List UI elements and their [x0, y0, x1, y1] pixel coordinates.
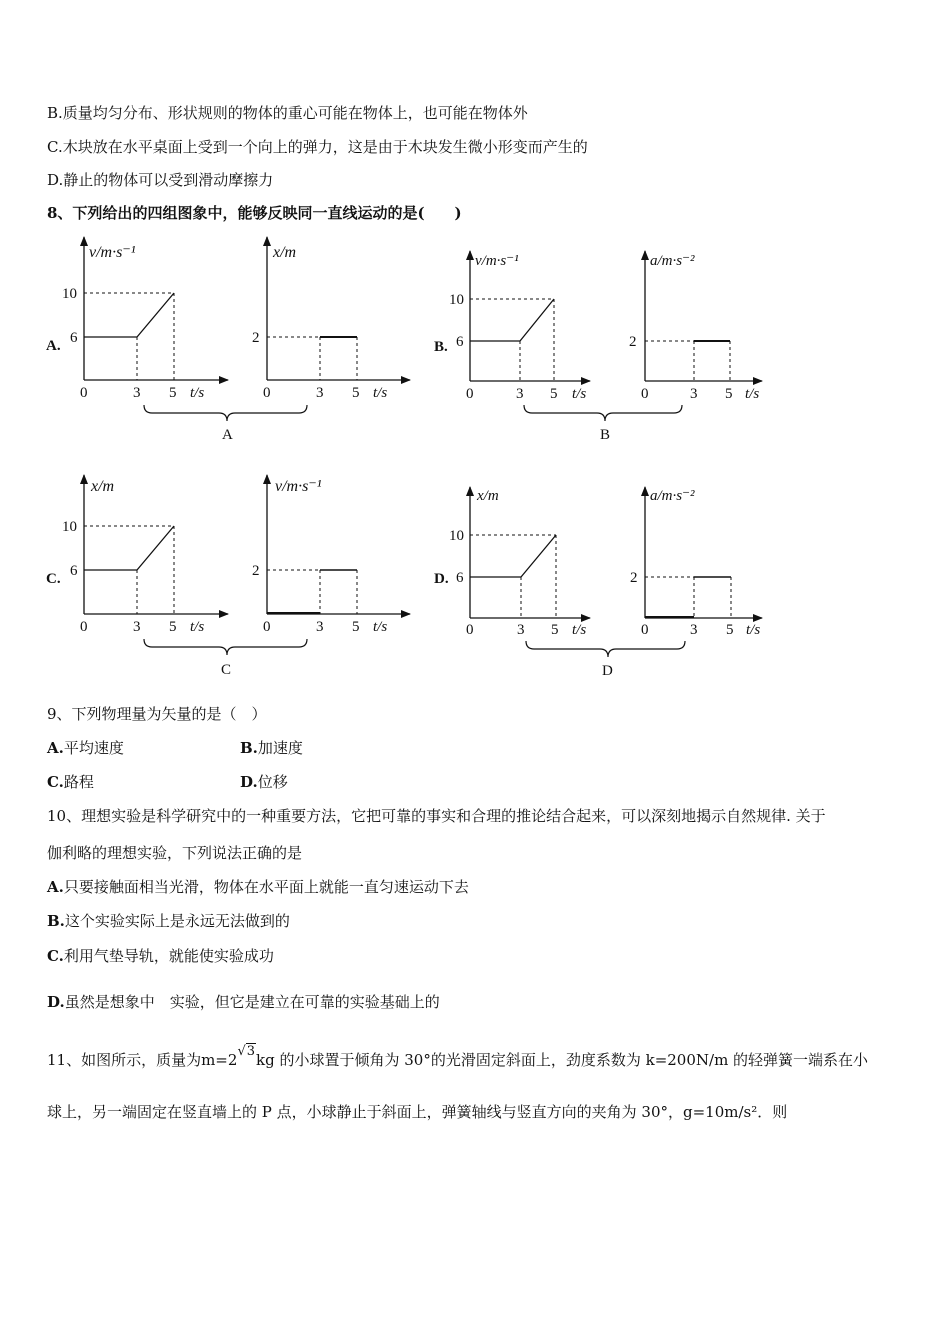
- group-c-left-ylabel: x/m: [91, 478, 115, 495]
- group-a-left-xtick-5: 5: [169, 385, 177, 401]
- group-c-right-xtick-3: 3: [316, 619, 324, 635]
- group-b-left-ylabel: v/m·s⁻¹: [475, 253, 519, 269]
- group-d-left-ytick-6: 6: [456, 570, 464, 586]
- group-b-right-ytick-2: 2: [629, 334, 637, 350]
- group-c-left-plot-line: [84, 526, 174, 570]
- q8-graphs-figure: [0, 225, 950, 685]
- group-b-left-xtick-0: 0: [466, 386, 474, 402]
- group-d-right-xtick-0: 0: [641, 622, 649, 638]
- q11-stem-line2: 球上，另一端固定在竖直墙上的 P 点，小球静止于斜面上，弹簧轴线与竖直方向的夹角为 30°，g=10m/s²．则: [47, 1103, 788, 1121]
- group-b-left-ytick-6: 6: [456, 334, 464, 350]
- group-c-right-ytick-2: 2: [252, 563, 260, 579]
- group-c-left-xtick-5: 5: [169, 619, 177, 635]
- group-a-right-xtick-0: 0: [263, 385, 271, 401]
- group-d-left-xtick-0: 0: [466, 622, 474, 638]
- group-d-left-graph: [449, 487, 590, 638]
- q11-pre-text: 11、如图所示，质量为m=2: [47, 1051, 238, 1069]
- q8-stem: 8、下列给出的四组图象中，能够反映同一直线运动的是( ): [47, 204, 462, 222]
- group-a-right-ylabel: x/m: [273, 244, 297, 261]
- group-a-left-graph: [62, 237, 228, 401]
- group-b: [434, 251, 762, 443]
- group-a-label: A: [222, 427, 233, 443]
- group-c-right-graph: [252, 475, 410, 635]
- group-d-left-xtick-3: 3: [517, 622, 525, 638]
- q9-option-d: D.位移: [240, 773, 288, 791]
- q11-post-text: kg 的小球置于倾角为 30°的光滑固定斜面上，劲度系数为 k=200N/m 的轻弹簧一端系在小: [256, 1051, 869, 1069]
- q7-option-c: C.木块放在水平桌面上受到一个向上的弹力，这是由于木块发生微小形变而产生的: [47, 138, 588, 156]
- group-b-left-xlabel: t/s: [572, 386, 587, 402]
- group-c-brace: [144, 639, 307, 655]
- group-a-right-ytick-2: 2: [252, 330, 260, 346]
- group-b-right-ylabel: a/m·s⁻²: [650, 253, 695, 269]
- group-b-label: B: [600, 427, 611, 443]
- group-d-left-ylabel: x/m: [477, 488, 499, 504]
- group-a-right-xlabel: t/s: [373, 385, 388, 401]
- group-b-option-label: B.: [434, 339, 448, 355]
- group-a-left-xtick-3: 3: [133, 385, 141, 401]
- group-c-option-label: C.: [46, 571, 61, 587]
- group-b-brace: [524, 405, 682, 421]
- group-a-option-label: A.: [46, 338, 61, 354]
- group-a-left-plot-line: [84, 293, 174, 337]
- group-d-right-xtick-3: 3: [690, 622, 698, 638]
- group-d-left-xtick-5: 5: [551, 622, 559, 638]
- group-d-right-xtick-5: 5: [726, 622, 734, 638]
- group-c-right-xlabel: t/s: [373, 619, 388, 635]
- group-a-left-ylabel: v/m·s⁻¹: [89, 244, 136, 261]
- group-d-option-label: D.: [434, 571, 449, 587]
- group-a-right-xtick-5: 5: [352, 385, 360, 401]
- group-c-left-xlabel: t/s: [190, 619, 205, 635]
- group-d-right-graph: [630, 487, 762, 638]
- group-a-brace: [144, 405, 307, 421]
- group-a-left-xtick-0: 0: [80, 385, 88, 401]
- group-d-left-plot-line: [470, 535, 556, 577]
- group-b-right-xlabel: t/s: [745, 386, 760, 402]
- group-d-right-xlabel: t/s: [746, 622, 761, 638]
- group-a-left-xlabel: t/s: [190, 385, 205, 401]
- group-b-left-plot-line: [470, 299, 554, 341]
- group-d: [434, 487, 762, 679]
- q10-option-c: C.利用气垫导轨，就能使实验成功: [47, 947, 274, 965]
- group-b-left-ytick-10: 10: [449, 292, 464, 308]
- group-c-right-xtick-0: 0: [263, 619, 271, 635]
- q10-option-a: A.只要接触面相当光滑，物体在水平面上就能一直匀速运动下去: [47, 878, 469, 896]
- group-d-left-ytick-10: 10: [449, 528, 464, 544]
- group-b-right-xtick-0: 0: [641, 386, 649, 402]
- q7-option-b: B.质量均匀分布、形状规则的物体的重心可能在物体上，也可能在物体外: [47, 104, 528, 122]
- group-a-left-ytick-10: 10: [62, 286, 77, 302]
- q10-stem-line2: 伽利略的理想实验，下列说法正确的是: [47, 844, 303, 862]
- group-b-left-xtick-3: 3: [516, 386, 524, 402]
- sqrt-expression: √3: [237, 1044, 256, 1059]
- group-c-left-xtick-3: 3: [133, 619, 141, 635]
- q9-stem: 9、下列物理量为矢量的是（ ）: [47, 705, 267, 723]
- group-d-right-ytick-2: 2: [630, 570, 638, 586]
- group-c-label: C: [221, 662, 232, 678]
- group-a: [46, 237, 410, 443]
- q10-option-b: B.这个实验实际上是永远无法做到的: [47, 912, 290, 930]
- group-d-right-ylabel: a/m·s⁻²: [650, 488, 695, 504]
- group-c-left-graph: [62, 475, 228, 635]
- group-b-right-graph: [629, 251, 762, 402]
- group-a-left-ytick-6: 6: [70, 330, 78, 346]
- q11-stem-line1: [47, 1044, 869, 1070]
- group-c-right-xtick-5: 5: [352, 619, 360, 635]
- group-b-left-graph: [449, 251, 590, 402]
- group-c-left-ytick-6: 6: [70, 563, 78, 579]
- group-c-left-ytick-10: 10: [62, 519, 77, 535]
- group-b-left-xtick-5: 5: [550, 386, 558, 402]
- group-c-left-xtick-0: 0: [80, 619, 88, 635]
- group-c: [46, 475, 410, 678]
- group-b-right-xtick-3: 3: [690, 386, 698, 402]
- group-c-right-ylabel: v/m·s⁻¹: [275, 478, 322, 495]
- q7-option-d: D.静止的物体可以受到滑动摩擦力: [47, 171, 274, 189]
- q9-option-b: B.加速度: [240, 739, 303, 757]
- group-d-brace: [526, 641, 685, 657]
- group-a-right-graph: [252, 237, 410, 401]
- group-a-right-xtick-3: 3: [316, 385, 324, 401]
- q10-stem-line1: 10、理想实验是科学研究中的一种重要方法，它把可靠的事实和合理的推论结合起来，可以深刻地揭示自然规律. 关于: [47, 807, 826, 825]
- q10-option-d: D.虽然是想象中 实验，但它是建立在可靠的实验基础上的: [47, 993, 440, 1011]
- q9-option-a: A.平均速度: [47, 739, 124, 757]
- group-d-left-xlabel: t/s: [572, 622, 587, 638]
- q9-option-c: C.路程: [47, 773, 94, 791]
- group-d-label: D: [602, 663, 613, 679]
- group-b-right-xtick-5: 5: [725, 386, 733, 402]
